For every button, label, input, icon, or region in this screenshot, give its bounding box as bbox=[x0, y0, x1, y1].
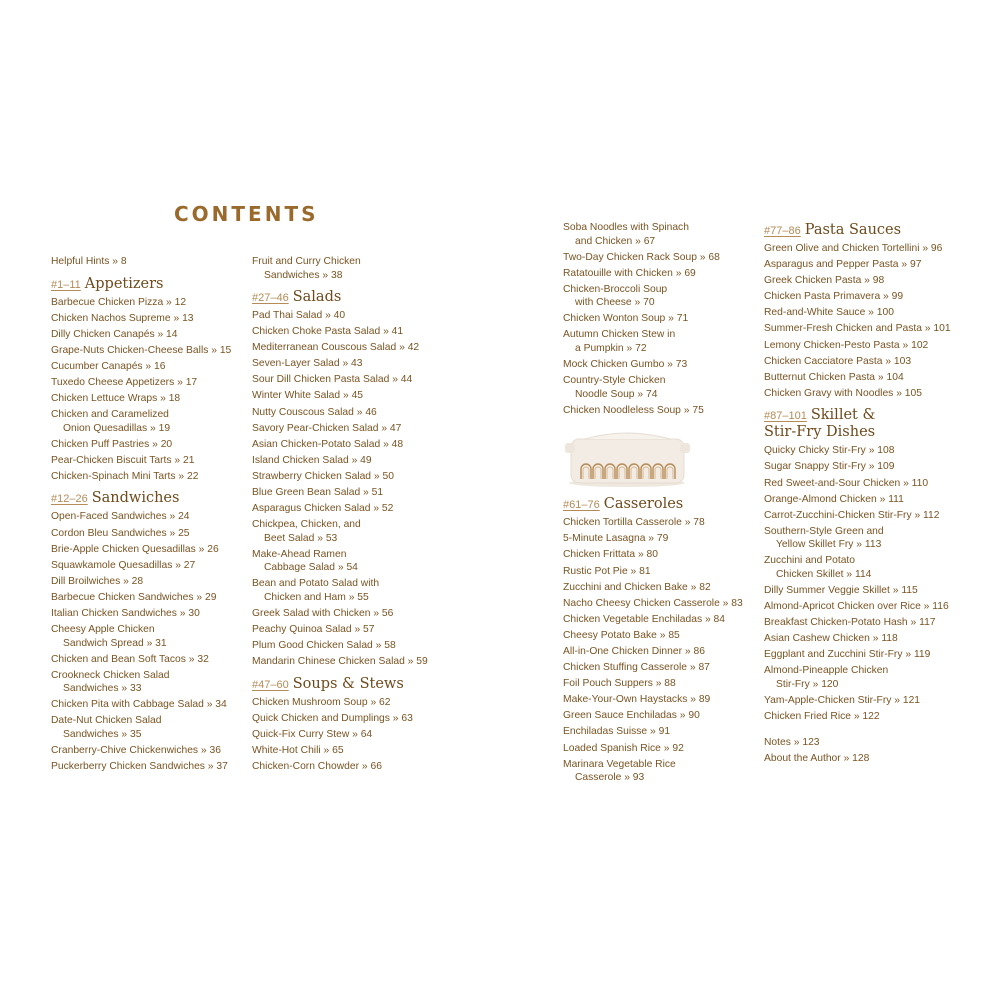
entry-line: Eggplant and Zucchini Stir-Fry » 119 bbox=[764, 649, 931, 661]
entry-line: Chicken Wonton Soup » 71 bbox=[563, 313, 689, 325]
entry-line: Green Sauce Enchiladas » 90 bbox=[563, 710, 700, 722]
toc-entry bbox=[51, 575, 251, 589]
toc-entry bbox=[563, 597, 763, 611]
entry-line: Chicken Noodleless Soup » 75 bbox=[563, 404, 704, 416]
entry-line: Summer-Fresh Chicken and Pasta » 101 bbox=[764, 323, 951, 335]
entry-line: Squawkamole Quesadillas » 27 bbox=[51, 559, 196, 571]
entry-line: Sour Dill Chicken Pasta Salad » 44 bbox=[252, 374, 413, 386]
entry-line: Lemony Chicken-Pesto Pasta » 102 bbox=[764, 339, 929, 351]
entry-line-continued: Sandwiches » 35 bbox=[63, 728, 142, 740]
entry-line-continued: Sandwiches » 33 bbox=[63, 683, 142, 695]
entry-line: Butternut Chicken Pasta » 104 bbox=[764, 371, 904, 383]
toc-entry bbox=[252, 406, 452, 420]
toc-entry bbox=[252, 518, 452, 545]
toc-entry bbox=[764, 371, 994, 385]
toc-entry bbox=[51, 344, 251, 358]
section-recipe-range: #77–86 bbox=[764, 225, 801, 237]
toc-entry bbox=[764, 600, 994, 614]
toc-entry bbox=[764, 632, 994, 646]
toc-entry bbox=[51, 328, 251, 342]
toc-entry bbox=[51, 714, 251, 741]
spacer bbox=[764, 726, 994, 736]
toc-entry bbox=[563, 709, 763, 723]
entry-line: Open-Faced Sandwiches » 24 bbox=[51, 511, 190, 523]
toc-entry bbox=[563, 581, 763, 595]
toc-entry bbox=[252, 255, 452, 282]
section-title: Salads bbox=[292, 289, 342, 305]
entry-line: Strawberry Chicken Salad » 50 bbox=[252, 470, 394, 482]
entry-line: Greek Salad with Chicken » 56 bbox=[252, 608, 394, 619]
entry-line: Asparagus and Pepper Pasta » 97 bbox=[764, 259, 922, 271]
entry-line: Autumn Chicken Stew in bbox=[563, 329, 676, 341]
toc-entry bbox=[51, 760, 251, 774]
section-title-continued: Stir-Fry Dishes bbox=[764, 424, 876, 441]
entry-line: Quick Chicken and Dumplings » 63 bbox=[252, 712, 413, 724]
entry-line: Yam-Apple-Chicken Stir-Fry » 121 bbox=[764, 695, 921, 707]
toc-column-3 bbox=[563, 221, 763, 787]
entry-line: Chicken-Broccoli Soup bbox=[563, 283, 668, 295]
entry-line: Orange-Almond Chicken » 111 bbox=[764, 493, 904, 505]
toc-entry bbox=[764, 648, 994, 662]
entry-line: Seven-Layer Salad » 43 bbox=[252, 358, 363, 370]
toc-entry bbox=[252, 454, 452, 468]
section-title: Appetizers bbox=[84, 275, 164, 292]
toc-entry bbox=[563, 661, 763, 675]
toc-entry bbox=[764, 306, 994, 320]
toc-entry bbox=[252, 744, 452, 758]
toc-entry bbox=[252, 548, 452, 575]
entry-line: Chicken Choke Pasta Salad » 41 bbox=[252, 326, 404, 338]
section-recipe-range: #87–101 bbox=[764, 410, 807, 423]
entry-line: Nutty Couscous Salad » 46 bbox=[252, 406, 377, 418]
toc-entry bbox=[51, 376, 251, 390]
entry-line: Red-and-White Sauce » 100 bbox=[764, 307, 894, 319]
section-title: Skillet & bbox=[810, 407, 876, 424]
toc-entry bbox=[252, 373, 452, 387]
entry-line: Foil Pouch Suppers » 88 bbox=[563, 678, 676, 690]
section-heading bbox=[764, 221, 994, 239]
entry-line: Zucchini and Potato bbox=[764, 555, 856, 567]
entry-line: Chicken Frittata » 80 bbox=[563, 549, 659, 561]
toc-entry bbox=[563, 565, 763, 579]
entry-line: Island Chicken Salad » 49 bbox=[252, 454, 372, 466]
toc-entry bbox=[764, 477, 994, 491]
toc-entry bbox=[51, 543, 251, 557]
section-heading bbox=[252, 675, 452, 693]
entry-line: White-Hot Chili » 65 bbox=[252, 745, 344, 757]
toc-entry bbox=[764, 242, 994, 256]
toc-entry bbox=[563, 725, 763, 739]
entry-line: Nacho Cheesy Chicken Casserole » 83 bbox=[563, 597, 743, 609]
toc-entry bbox=[563, 548, 763, 562]
toc-entry bbox=[563, 629, 763, 643]
toc-entry bbox=[252, 486, 452, 500]
toc-entry bbox=[252, 623, 452, 637]
entry-line: Crookneck Chicken Salad bbox=[51, 669, 170, 681]
entry-line: Country-Style Chicken bbox=[563, 375, 666, 387]
toc-column-1 bbox=[51, 255, 251, 776]
entry-line: Chicken Stuffing Casserole » 87 bbox=[563, 662, 710, 674]
section-heading bbox=[252, 288, 452, 306]
entry-line-continued: Casserole » 93 bbox=[575, 772, 645, 784]
toc-entry bbox=[563, 267, 763, 281]
entry-line: Chicken Mushroom Soup » 62 bbox=[252, 696, 391, 708]
entry-line: Barbecue Chicken Pizza » 12 bbox=[51, 296, 187, 308]
toc-entry bbox=[563, 645, 763, 659]
toc-entry bbox=[51, 255, 251, 269]
entry-line: Chicken-Spinach Mini Tarts » 22 bbox=[51, 470, 199, 482]
toc-entry bbox=[764, 322, 994, 336]
toc-entry bbox=[252, 309, 452, 323]
entry-line: Chicken Puff Pastries » 20 bbox=[51, 438, 173, 450]
section-recipe-range: #47–60 bbox=[252, 678, 289, 691]
section-heading bbox=[563, 495, 763, 513]
toc-entry bbox=[252, 438, 452, 452]
toc-entry bbox=[764, 274, 994, 288]
entry-line: Fruit and Curry Chicken bbox=[252, 256, 361, 267]
entry-line: Chicken Nachos Supreme » 13 bbox=[51, 312, 194, 324]
entry-line: Brie-Apple Chicken Quesadillas » 26 bbox=[51, 543, 219, 555]
toc-entry bbox=[764, 525, 994, 552]
entry-line: Bean and Potato Salad with bbox=[252, 578, 380, 590]
section-recipe-range: #1–11 bbox=[51, 278, 81, 291]
toc-entry bbox=[51, 527, 251, 541]
section-title: Casseroles bbox=[603, 496, 684, 513]
toc-entry bbox=[51, 296, 251, 310]
entry-line: Make-Your-Own Haystacks » 89 bbox=[563, 694, 711, 706]
toc-entry bbox=[563, 404, 763, 418]
toc-entry bbox=[252, 696, 452, 710]
toc-entry bbox=[51, 312, 251, 326]
toc-entry bbox=[51, 607, 251, 621]
toc-entry bbox=[764, 387, 994, 401]
casserole-illustration bbox=[565, 429, 690, 489]
entry-line: Carrot-Zucchini-Chicken Stir-Fry » 112 bbox=[764, 509, 940, 521]
toc-entry bbox=[252, 389, 452, 403]
section-recipe-range: #27–46 bbox=[252, 292, 289, 304]
entry-line: Marinara Vegetable Rice bbox=[563, 758, 676, 770]
entry-line: Mock Chicken Gumbo » 73 bbox=[563, 359, 688, 371]
entry-line: Two-Day Chicken Rack Soup » 68 bbox=[563, 251, 720, 263]
entry-line: Soba Noodles with Spinach bbox=[563, 222, 689, 233]
entry-line-continued: Chicken and Ham » 55 bbox=[264, 591, 369, 603]
toc-entry bbox=[563, 532, 763, 546]
entry-line-continued: Beet Salad » 53 bbox=[264, 532, 338, 544]
toc-entry bbox=[563, 693, 763, 707]
section-heading bbox=[51, 489, 251, 507]
entry-line-continued: and Chicken » 67 bbox=[575, 235, 656, 247]
entry-line: About the Author » 128 bbox=[764, 753, 870, 765]
toc-entry bbox=[563, 358, 763, 372]
toc-entry bbox=[252, 639, 452, 653]
toc-entry bbox=[764, 355, 994, 369]
toc-entry bbox=[252, 728, 452, 742]
section-title: Sandwiches bbox=[91, 490, 180, 507]
entry-line: Blue Green Bean Salad » 51 bbox=[252, 487, 384, 499]
toc-entry bbox=[51, 454, 251, 468]
entry-line-continued: a Pumpkin » 72 bbox=[575, 342, 647, 354]
toc-entry bbox=[764, 752, 994, 766]
toc-entry bbox=[252, 607, 452, 621]
toc-column-4 bbox=[764, 221, 994, 768]
toc-entry bbox=[563, 613, 763, 627]
entry-line-continued: Chicken Skillet » 114 bbox=[776, 568, 872, 580]
entry-line: Chickpea, Chicken, and bbox=[252, 519, 361, 531]
toc-entry bbox=[51, 392, 251, 406]
toc-entry bbox=[252, 655, 452, 669]
toc-column-2 bbox=[252, 255, 452, 776]
toc-entry bbox=[51, 669, 251, 696]
toc-entry bbox=[252, 341, 452, 355]
toc-entry bbox=[51, 510, 251, 524]
toc-entry bbox=[252, 712, 452, 726]
entry-line: Mandarin Chinese Chicken Salad » 59 bbox=[252, 656, 428, 668]
casserole-dish-icon bbox=[565, 429, 690, 489]
toc-entry bbox=[51, 360, 251, 374]
entry-line: Green Olive and Chicken Tortellini » 96 bbox=[764, 243, 943, 254]
section-recipe-range: #61–76 bbox=[563, 499, 600, 512]
entry-line: Dilly Chicken Canapés » 14 bbox=[51, 328, 178, 340]
entry-line: Chicken and Bean Soft Tacos » 32 bbox=[51, 653, 209, 665]
entry-line: Chicken Lettuce Wraps » 18 bbox=[51, 393, 181, 405]
entry-line: Italian Chicken Sandwiches » 30 bbox=[51, 608, 200, 619]
toc-entry bbox=[764, 460, 994, 474]
toc-entry bbox=[51, 438, 251, 452]
entry-line: Sugar Snappy Stir-Fry » 109 bbox=[764, 461, 895, 473]
entry-line: Pad Thai Salad » 40 bbox=[252, 310, 346, 321]
entry-line: Greek Chicken Pasta » 98 bbox=[764, 275, 885, 287]
entry-line: Rustic Pot Pie » 81 bbox=[563, 565, 651, 577]
toc-entry bbox=[51, 698, 251, 712]
entry-line: Chicken Tortilla Casserole » 78 bbox=[563, 517, 705, 529]
entry-line-continued: Stir-Fry » 120 bbox=[776, 678, 839, 690]
toc-entry bbox=[51, 623, 251, 650]
entry-line: Quicky Chicky Stir-Fry » 108 bbox=[764, 445, 895, 457]
entry-line: Enchiladas Suisse » 91 bbox=[563, 726, 671, 738]
toc-entry bbox=[563, 516, 763, 530]
entry-line: Tuxedo Cheese Appetizers » 17 bbox=[51, 376, 198, 388]
page-title: CONTENTS bbox=[174, 202, 319, 226]
toc-entry bbox=[563, 328, 763, 355]
entry-line: Zucchini and Chicken Bake » 82 bbox=[563, 581, 711, 593]
entry-line: Cheesy Apple Chicken bbox=[51, 624, 155, 636]
entry-line: All-in-One Chicken Dinner » 86 bbox=[563, 646, 705, 657]
entry-line: Mediterranean Couscous Salad » 42 bbox=[252, 342, 420, 354]
entry-line: Quick-Fix Curry Stew » 64 bbox=[252, 728, 373, 740]
entry-line-continued: Onion Quesadillas » 19 bbox=[63, 422, 171, 434]
entry-line: Chicken Vegetable Enchiladas » 84 bbox=[563, 613, 726, 625]
toc-entry bbox=[764, 584, 994, 598]
entry-line-continued: Sandwich Spread » 31 bbox=[63, 637, 167, 649]
toc-entry bbox=[764, 736, 994, 750]
toc-entry bbox=[764, 664, 994, 691]
entry-line: Chicken Pasta Primavera » 99 bbox=[764, 291, 904, 303]
toc-entry bbox=[563, 758, 763, 785]
toc-entry bbox=[563, 677, 763, 691]
entry-line: Almond-Pineapple Chicken bbox=[764, 665, 889, 677]
entry-line-continued: Cabbage Salad » 54 bbox=[264, 562, 358, 574]
entry-line: Date-Nut Chicken Salad bbox=[51, 715, 162, 727]
entry-line: Dilly Summer Veggie Skillet » 115 bbox=[764, 585, 918, 596]
entry-line: Cucumber Canapés » 16 bbox=[51, 360, 166, 372]
entry-line: Loaded Spanish Rice » 92 bbox=[563, 742, 684, 754]
entry-line: Red Sweet-and-Sour Chicken » 110 bbox=[764, 477, 929, 489]
entry-line-continued: Sandwiches » 38 bbox=[264, 269, 343, 281]
toc-entry bbox=[252, 760, 452, 774]
toc-entry bbox=[252, 325, 452, 339]
toc-entry bbox=[764, 290, 994, 304]
toc-entry bbox=[563, 742, 763, 756]
toc-entry bbox=[764, 444, 994, 458]
entry-line: Chicken Cacciatore Pasta » 103 bbox=[764, 355, 912, 367]
entry-line: Cordon Bleu Sandwiches » 25 bbox=[51, 527, 190, 539]
section-title: Soups & Stews bbox=[292, 675, 404, 692]
entry-line: Cheesy Potato Bake » 85 bbox=[563, 629, 680, 641]
toc-entry bbox=[51, 591, 251, 605]
toc-entry bbox=[764, 258, 994, 272]
entry-line: 5-Minute Lasagna » 79 bbox=[563, 533, 669, 545]
entry-line: Ratatouille with Chicken » 69 bbox=[563, 267, 696, 279]
entry-line: Southern-Style Green and bbox=[764, 525, 884, 537]
entry-line: Breakfast Chicken-Potato Hash » 117 bbox=[764, 617, 936, 629]
toc-entry bbox=[764, 710, 994, 724]
toc-entry bbox=[51, 470, 251, 484]
section-heading bbox=[764, 406, 994, 441]
entry-line: Grape-Nuts Chicken-Cheese Balls » 15 bbox=[51, 344, 232, 356]
entry-line: Chicken Gravy with Noodles » 105 bbox=[764, 387, 922, 399]
entry-line: Make-Ahead Ramen bbox=[252, 548, 347, 560]
entry-line: Helpful Hints » 8 bbox=[51, 256, 127, 267]
entry-line: Chicken-Corn Chowder » 66 bbox=[252, 761, 382, 773]
entry-line: Plum Good Chicken Salad » 58 bbox=[252, 640, 396, 652]
entry-line: Asian Chicken-Potato Salad » 48 bbox=[252, 438, 404, 450]
toc-entry bbox=[563, 251, 763, 265]
toc-entry bbox=[51, 559, 251, 573]
entry-line: Puckerberry Chicken Sandwiches » 37 bbox=[51, 761, 228, 773]
section-recipe-range: #12–26 bbox=[51, 493, 88, 506]
entry-line: Chicken and Caramelized bbox=[51, 409, 169, 421]
toc-entry bbox=[764, 493, 994, 507]
entry-line: Cranberry-Chive Chickenwiches » 36 bbox=[51, 745, 221, 757]
entry-line: Chicken Fried Rice » 122 bbox=[764, 711, 880, 723]
toc-entry bbox=[252, 422, 452, 436]
toc-entry bbox=[252, 577, 452, 604]
section-heading bbox=[51, 275, 251, 293]
entry-line: Almond-Apricot Chicken over Rice » 116 bbox=[764, 601, 949, 613]
toc-entry bbox=[764, 694, 994, 708]
entry-line: Dill Broilwiches » 28 bbox=[51, 575, 144, 587]
entry-line: Asparagus Chicken Salad » 52 bbox=[252, 503, 394, 515]
toc-entry bbox=[764, 616, 994, 630]
entry-line: Pear-Chicken Biscuit Tarts » 21 bbox=[51, 454, 195, 466]
entry-line: Peachy Quinoa Salad » 57 bbox=[252, 624, 375, 636]
entry-line: Notes » 123 bbox=[764, 737, 820, 749]
toc-entry bbox=[51, 744, 251, 758]
toc-entry bbox=[563, 374, 763, 401]
toc-entry bbox=[563, 221, 763, 248]
entry-line-continued: Yellow Skillet Fry » 113 bbox=[776, 539, 882, 551]
toc-entry bbox=[51, 653, 251, 667]
toc-entry bbox=[764, 554, 994, 581]
toc-entry bbox=[51, 408, 251, 435]
toc-entry bbox=[764, 339, 994, 353]
entry-line: Savory Pear-Chicken Salad » 47 bbox=[252, 422, 402, 434]
toc-entry bbox=[764, 509, 994, 523]
toc-entry bbox=[563, 283, 763, 310]
section-title: Pasta Sauces bbox=[804, 222, 902, 238]
entry-line: Asian Cashew Chicken » 118 bbox=[764, 633, 898, 645]
entry-line-continued: Noodle Soup » 74 bbox=[575, 388, 658, 400]
entry-line-continued: with Cheese » 70 bbox=[575, 297, 655, 309]
entry-line: Winter White Salad » 45 bbox=[252, 390, 364, 402]
toc-entry bbox=[252, 357, 452, 371]
toc-entry bbox=[252, 502, 452, 516]
entry-line: Barbecue Chicken Sandwiches » 29 bbox=[51, 591, 217, 603]
entry-line: Chicken Pita with Cabbage Salad » 34 bbox=[51, 699, 227, 711]
toc-entry bbox=[252, 470, 452, 484]
toc-entry bbox=[563, 312, 763, 326]
